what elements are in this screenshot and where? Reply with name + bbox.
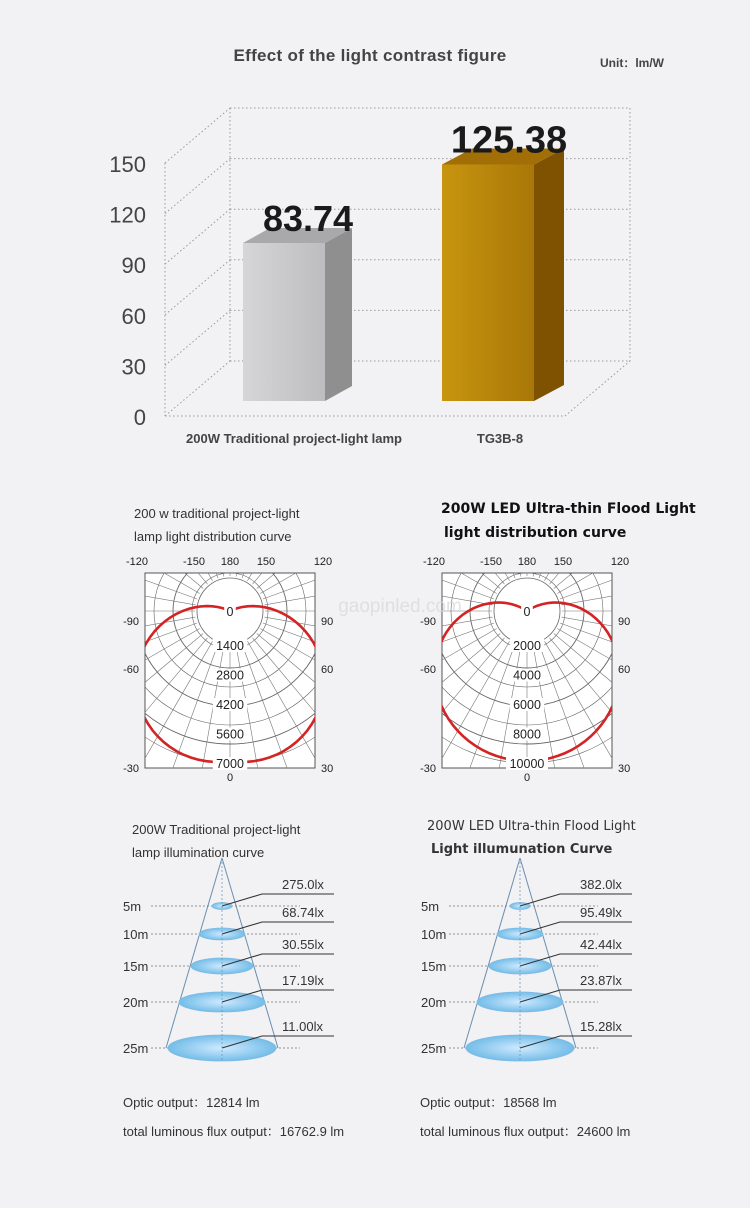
bar-value-label: 125.38 [450, 119, 568, 162]
y-tick-label: 60 [121, 303, 146, 329]
angle-label-right: 90 [321, 616, 334, 628]
angle-label-top: -120 [422, 556, 446, 568]
y-tick-label: 150 [109, 152, 146, 177]
distance-label: 5m [123, 899, 142, 914]
radial-label: 4200 [216, 698, 244, 712]
angle-label-top: 180 [220, 556, 240, 568]
lux-label: 23.87lx [580, 973, 622, 988]
caption-line: 200W LED Ultra-thin Flood Light [441, 501, 696, 517]
radial-label: 5600 [216, 727, 244, 742]
angle-label-left: -90 [123, 616, 139, 628]
radial-label: 1400 [216, 639, 244, 653]
radial-label: 4000 [513, 668, 541, 683]
distance-label: 25m [123, 1041, 149, 1056]
angle-label-left: -60 [123, 664, 139, 676]
cone-edge [464, 858, 520, 1048]
angle-label-top: -150 [182, 556, 206, 568]
radial-label: 2000 [513, 639, 541, 653]
bar-value-label: 83.74 [262, 198, 354, 240]
lux-label: 95.49lx [580, 905, 622, 920]
lux-label: 30.55lx [282, 937, 324, 952]
angle-label-top: 180 [517, 556, 537, 568]
angle-label-top: -120 [125, 556, 149, 568]
angle-label-right: 60 [321, 664, 334, 676]
cone-edge [222, 858, 278, 1048]
angle-label-right: 30 [321, 763, 334, 775]
chart-unit: Unit：lm/W [600, 56, 664, 70]
distance-label: 15m [123, 959, 149, 974]
y-tick-label: 30 [121, 354, 146, 380]
y-tick-label: 90 [121, 253, 146, 279]
lux-label: 15.28lx [580, 1019, 622, 1034]
distance-label: 15m [421, 959, 447, 974]
caption-line: lamp illumination curve [132, 845, 265, 860]
radial-label: 2800 [216, 668, 244, 683]
cone-edge [520, 858, 576, 1048]
angle-label-right: 90 [618, 616, 631, 628]
caption-line: light distribution curve [444, 525, 627, 541]
caption-line: 200 w traditional project-light [134, 506, 300, 521]
distance-label: 5m [421, 899, 440, 914]
x-category-label: 200W Traditional project-light lamp [186, 431, 402, 446]
distance-label: 10m [421, 927, 447, 942]
y-tick-label: 0 [133, 405, 146, 430]
illum-right [421, 858, 632, 1062]
left-total-flux: total luminous flux output：16762.9 lm [123, 1124, 345, 1139]
caption-line: 200W LED Ultra-thin Flood Light [427, 819, 636, 834]
radial-label: 8000 [513, 727, 541, 742]
lux-label: 275.0lx [282, 877, 324, 892]
radial-label: 0 [523, 605, 531, 619]
distance-label: 20m [421, 995, 447, 1010]
angle-label-right: 30 [618, 763, 631, 775]
angle-label-top: -150 [479, 556, 503, 568]
caption-line: Light illumunation Curve [431, 842, 613, 857]
lux-label: 17.19lx [282, 973, 324, 988]
radial-label: 0 [226, 605, 234, 619]
angle-label-top: 150 [256, 556, 276, 568]
angle-label-right: 60 [618, 664, 631, 676]
angle-label-bottom: 0 [226, 772, 234, 784]
lux-label: 68.74lx [282, 905, 324, 920]
angle-label-left: -90 [420, 616, 436, 628]
right-total-flux: total luminous flux output：24600 lm [420, 1124, 631, 1139]
radial-label: 6000 [513, 698, 541, 712]
y-tick-label: 120 [109, 202, 146, 228]
lux-label: 382.0lx [580, 877, 622, 892]
angle-label-bottom: 0 [523, 772, 531, 784]
left-optic-output: Optic output：12814 lm [123, 1095, 260, 1110]
cone-edge [166, 858, 222, 1048]
radial-label: 7000 [216, 757, 244, 771]
radial-label: 10000 [509, 757, 545, 771]
angle-label-left: -30 [420, 763, 436, 775]
chart-title: Effect of the light contrast figure [233, 46, 507, 65]
angle-label-top: 150 [553, 556, 573, 568]
caption-line: 200W Traditional project-light [132, 822, 301, 837]
right-optic-output: Optic output：18568 lm [420, 1095, 557, 1110]
angle-label-left: -60 [420, 664, 436, 676]
watermark: gaopinled.com [338, 596, 462, 617]
lux-label: 42.44lx [580, 937, 622, 952]
caption-line: lamp light distribution curve [134, 529, 292, 544]
x-category-label: TG3B-8 [476, 431, 524, 446]
distance-label: 10m [123, 927, 149, 942]
distance-label: 25m [421, 1041, 447, 1056]
lux-label: 11.00lx [282, 1019, 323, 1034]
angle-label-left: -30 [123, 763, 139, 775]
angle-label-top: 120 [313, 556, 333, 568]
distance-label: 20m [123, 995, 149, 1010]
angle-label-top: 120 [610, 556, 630, 568]
illum-left [123, 858, 334, 1062]
